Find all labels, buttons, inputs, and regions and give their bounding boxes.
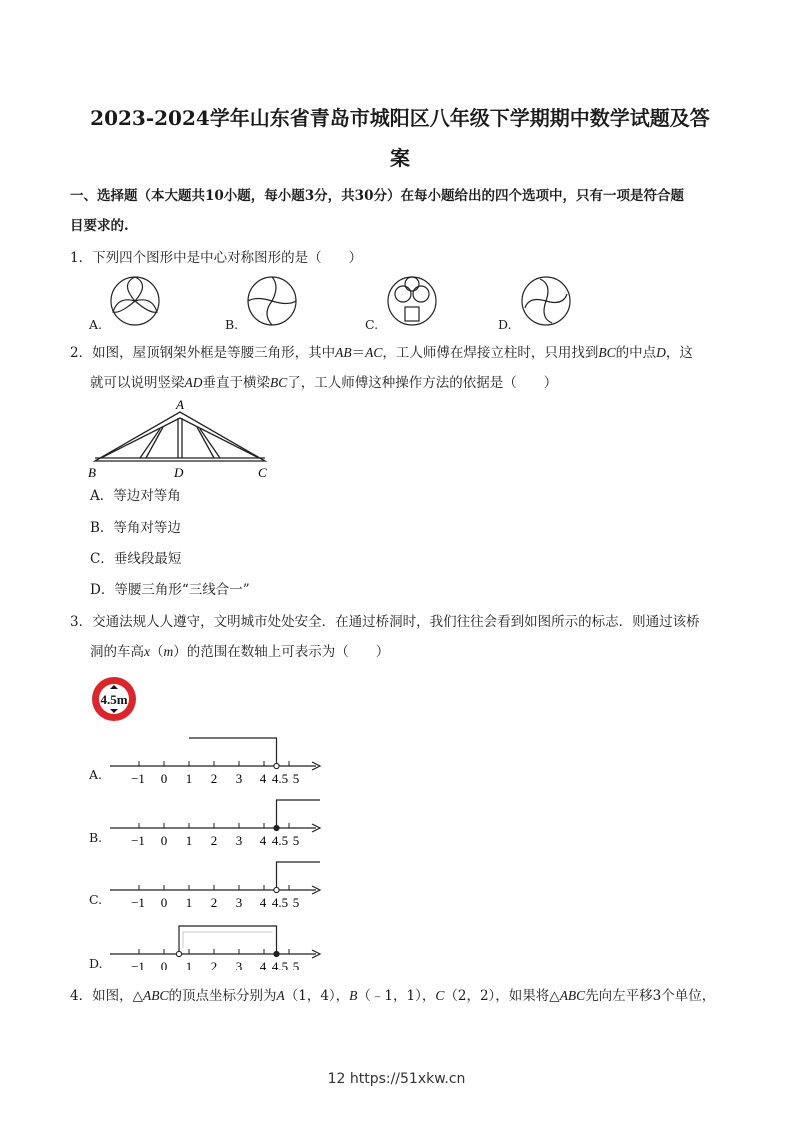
tick-label: 3 [235,833,243,848]
height-limit-sign [88,674,148,726]
question-3-stem-line1: 3．交通法规人人遵守，文明城市处处安全．在通过桥洞时，我们往往会看到如图所示的标志．则通过该桥 [70,614,700,630]
tick-label: 0 [160,833,168,848]
q1-option-b: B. [225,317,239,332]
q2-option-b: B．等角对等边 [90,520,181,536]
tick-label: 5 [292,771,300,786]
q1-option-d: D. [498,317,512,332]
sign-text: 4.5m [100,692,128,707]
endpoint-a [274,763,279,768]
endpoint-b [274,825,279,830]
figure-a-three-petal-circle [111,277,159,325]
tick-label: 0 [160,895,168,910]
q2-option-c: C．垂线段最短 [90,551,182,567]
solution-interval-d [179,926,277,954]
figure-d-swirl-circle [522,277,570,325]
section-heading: 一、选择题（本大题共10小题，每小题3分，共30分）在每小题给出的四个选项中，只有一项是符合题 [70,188,684,204]
tick-label: 0 [160,771,168,786]
tick-label: 3 [235,959,243,970]
label-d: D [174,465,184,480]
number-line-options [0,730,793,970]
tick-label: 4 [259,959,267,970]
label-a: A [176,397,184,412]
page-title-continued: 案 [390,146,410,170]
number-line-d [110,949,320,970]
tick-label: 4.5 [271,959,289,970]
tick-label: 4.5 [271,895,289,910]
question-2-stem-line1: 2．如图，屋顶钢架外框是等腰三角形，其中AB＝AC，工人师傅在焊接立柱时，只用找到BC的中点D，这 [70,345,693,361]
q3-option-b: B. [89,830,103,845]
tick-label: −1 [131,959,145,970]
question-2-stem-line2: 就可以说明竖梁AD垂直于横梁BC了，工人师傅这种操作方法的依据是（ ） [90,375,558,391]
number-line-c [110,885,320,910]
page-footer: 12 https://51xkw.cn [327,1071,466,1087]
tick-label: −1 [131,833,145,848]
label-c: C [258,465,267,480]
tick-label: 2 [210,833,218,848]
tick-label: −1 [131,895,145,910]
q3-option-c: C. [89,892,103,907]
question-3-stem-line2: 洞的车高x（m）的范围在数轴上可表示为（ ） [90,644,390,660]
question-1-stem: 1．下列四个图形中是中心对称图形的是（ ） [70,250,363,266]
tick-label: 2 [210,771,218,786]
endpoint-c [274,887,279,892]
label-b: B [88,465,96,480]
tick-label: 0 [160,959,168,970]
question-1-figures [0,274,793,334]
roof-truss-diagram [0,396,793,486]
endpoint-d-right [274,951,279,956]
page-title: 2023-2024学年山东省青岛市城阳区八年级下学期期中数学试题及答 [90,106,710,130]
tick-label: 1 [185,833,193,848]
number-line-b [110,823,320,848]
q2-option-a: A．等边对等角 [90,488,181,504]
tick-label: 5 [292,833,300,848]
faint-guide-d [183,932,273,948]
tick-label: 1 [185,771,193,786]
tick-label: 3 [235,771,243,786]
section-heading-continued: 目要求的. [70,218,129,234]
solution-ray-c [277,862,321,890]
q3-option-d: D. [89,956,103,971]
figure-b-pinwheel-circle [248,277,296,325]
q3-option-a: A. [89,767,103,782]
tick-label: 3 [235,895,243,910]
tick-label: 4.5 [271,771,289,786]
solution-ray-b [277,800,321,828]
tick-label: −1 [131,771,145,786]
q1-option-a: A. [89,317,103,332]
tick-label: 4 [259,895,267,910]
tick-label: 2 [210,895,218,910]
tick-label: 1 [185,895,193,910]
q1-option-c: C. [365,317,379,332]
tick-label: 2 [210,959,218,970]
number-line-a [110,761,320,786]
solution-ray-a [189,738,277,766]
tick-label: 5 [292,895,300,910]
tick-label: 1 [185,959,193,970]
endpoint-d-left [176,951,181,956]
tick-label: 4 [259,833,267,848]
tick-label: 5 [292,959,300,970]
figure-c-flower-circle [388,277,436,325]
tick-label: 4 [259,771,267,786]
tick-label: 4.5 [271,833,289,848]
q2-option-d: D．等腰三角形“三线合一” [90,582,250,598]
question-4-stem-line1: 4．如图，△ABC的顶点坐标分别为A（1，4），B（﹣1，1），C（2，2），如果将△ABC先向左平移3个单位， [70,988,716,1004]
